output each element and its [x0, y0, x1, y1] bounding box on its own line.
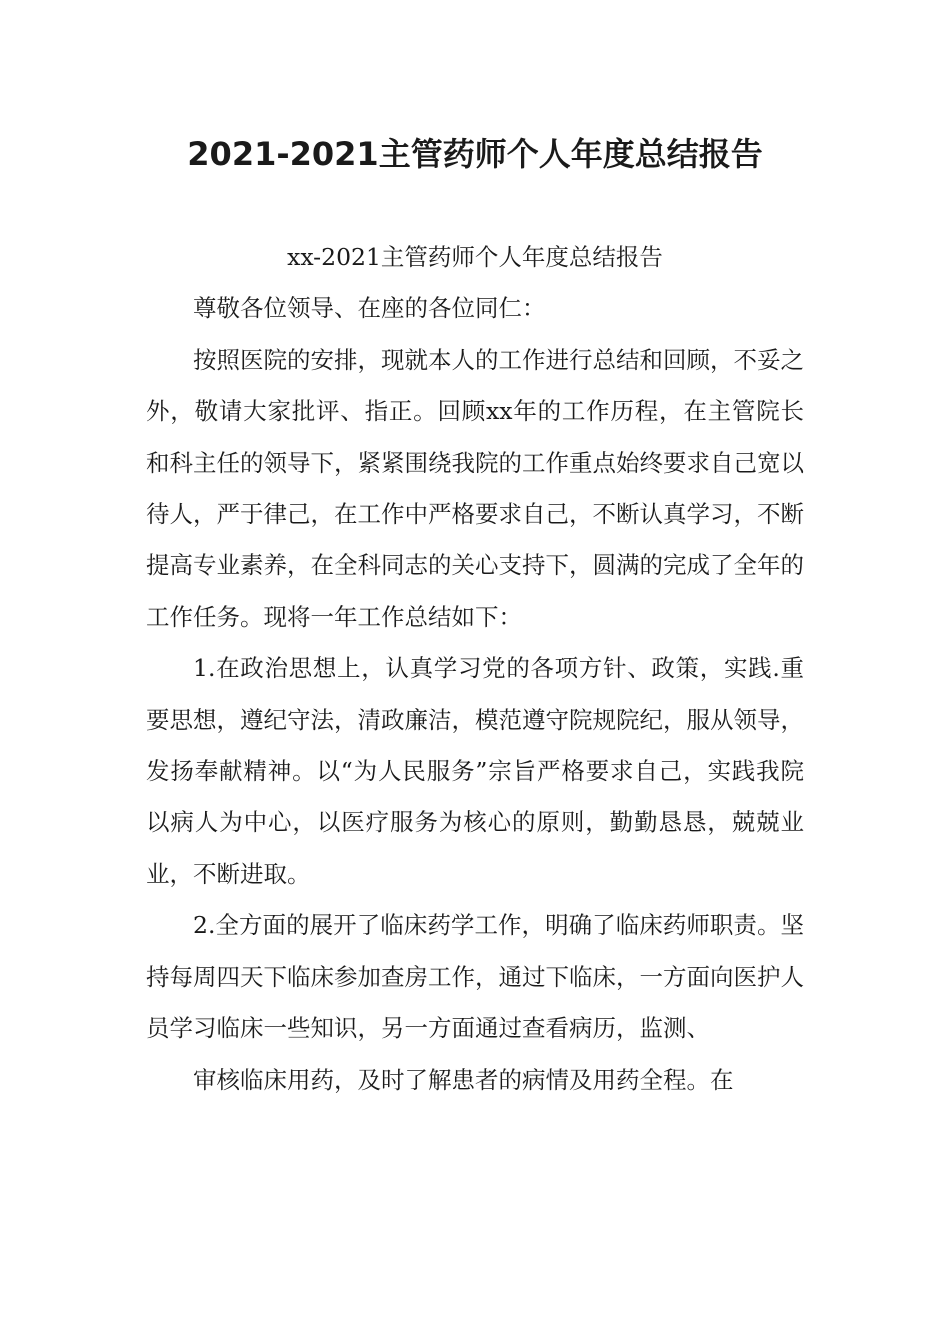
greeting-paragraph: 尊敬各位领导、在座的各位同仁：	[193, 294, 546, 323]
document-body	[146, 232, 804, 1106]
body-paragraph-intro: 按照医院的安排，现就本人的工作进行总结和回顾，不妥之外，敬请大家批评、指正。回顾xx年的工作历程，在主管院长和科主任的领导下，紧紧围绕我院的工作重点始终要求自己宽以待人，严于律己，在工作中严格要求自己，不断认真学习，不断提高专业素养，在全科同志的关心支持下，圆满的完成了全年的工作任务。现将一年工作总结如下：	[146, 345, 804, 631]
body-paragraph-2: 2.全方面的展开了临床药学工作，明确了临床药师职责。坚持每周四天下临床参加查房工作，通过下临床，一方面向医护人员学习临床一些知识，另一方面通过查看病历，监测、	[146, 911, 804, 1043]
document-title: 2021-2021主管药师个人年度总结报告	[187, 135, 763, 173]
body-paragraph-1: 1.在政治思想上，认真学习党的各项方针、政策，实践.重要思想，遵纪守法，清政廉洁，模范遵守院规院纪，服从领导，发扬奉献精神。以“为人民服务”宗旨严格要求自己，实践我院以病人为中心，以医疗服务为核心的原则，勤勤恳恳，兢兢业业，不断进取。	[146, 654, 804, 888]
document-subtitle: xx-2021主管药师个人年度总结报告	[287, 243, 663, 271]
body-paragraph-3: 审核临床用药，及时了解患者的病情及用药全程。在	[193, 1065, 734, 1094]
